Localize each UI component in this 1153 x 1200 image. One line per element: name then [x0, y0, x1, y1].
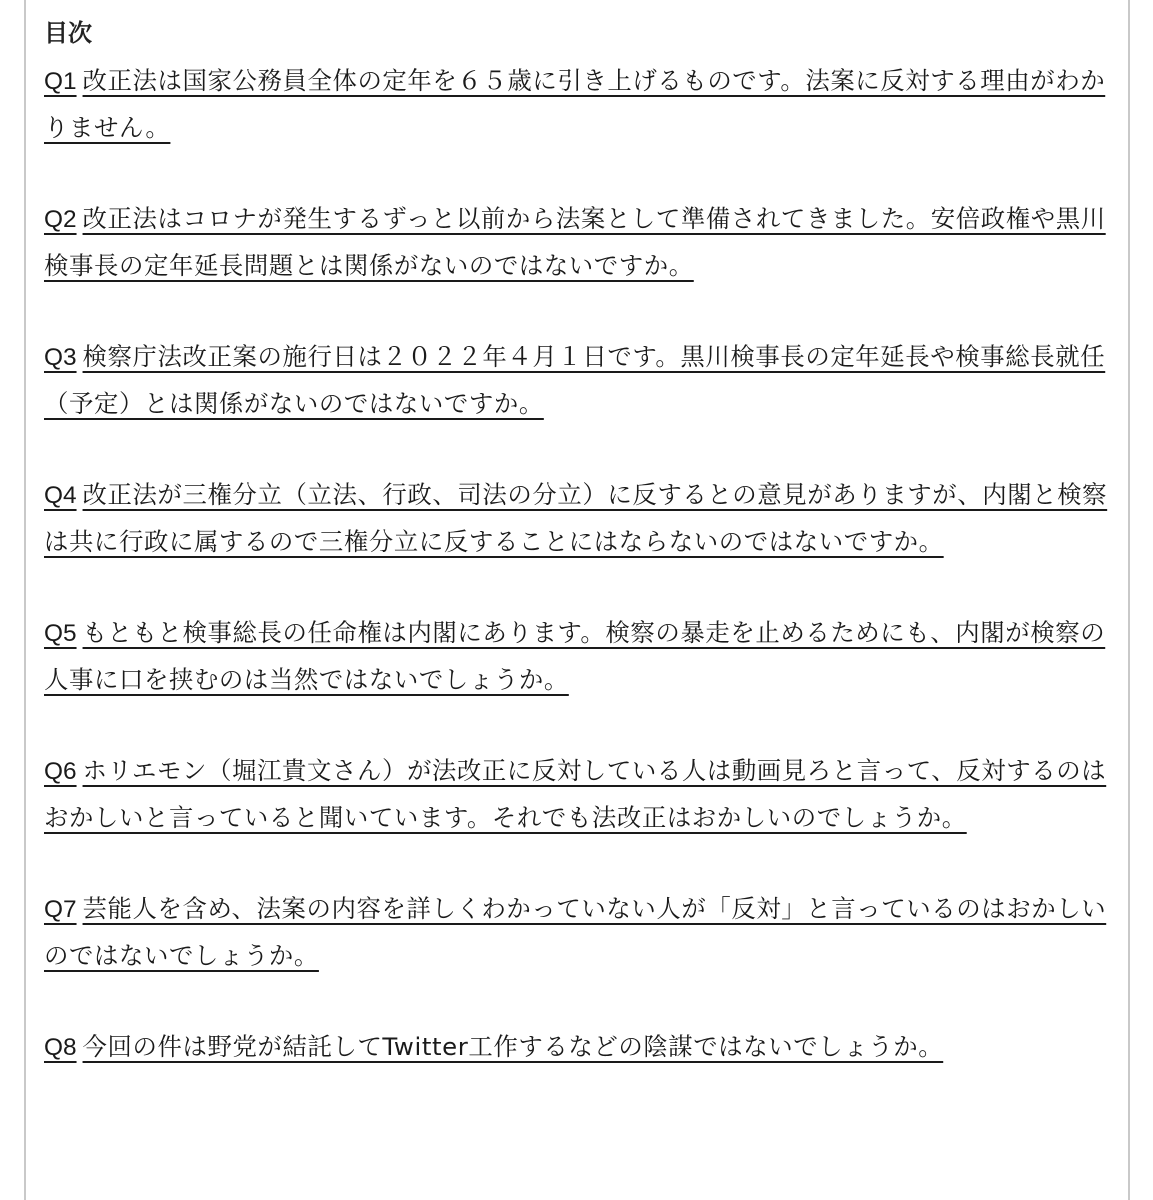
toc-link-q1[interactable]: [44, 66, 1105, 142]
question-number: Q3: [44, 344, 77, 371]
toc-item-q1: [44, 58, 1114, 151]
question-text: 改正法はコロナが発生するずっと以前から法案として準備されてきました。安倍政権や黒川検事長の定年延長問題とは関係がないのではないですか。: [44, 204, 1106, 280]
question-number: Q7: [44, 896, 77, 923]
toc-link-q8[interactable]: [44, 1032, 943, 1061]
toc-item-q4: [44, 472, 1114, 565]
toc-link-q6[interactable]: [44, 756, 1106, 832]
question-number: Q6: [44, 758, 77, 785]
question-text: 芸能人を含め、法案の内容を詳しくわかっていない人が「反対」と言っているのはおかしいのではないでしょうか。: [44, 894, 1107, 970]
question-number: Q1: [44, 68, 77, 95]
question-text: 改正法が三権分立（立法、行政、司法の分立）に反するとの意見がありますが、内閣と検察は共に行政に属するので三権分立に反することにはならないのではないですか。: [44, 480, 1108, 556]
toc-item-q2: [44, 196, 1114, 289]
question-text: もともと検事総長の任命権は内閣にあります。検察の暴走を止めるためにも、内閣が検察の人事に口を挟むのは当然ではないでしょうか。: [44, 618, 1106, 694]
toc-item-q5: [44, 610, 1114, 703]
question-number: Q8: [44, 1034, 77, 1061]
toc-list: [44, 58, 1114, 1116]
toc-item-q3: [44, 334, 1114, 427]
question-text: ホリエモン（堀江貴文さん）が法改正に反対している人は動画見ろと言って、反対するのはおかしいと言っていると聞いています。それでも法改正はおかしいのでしょうか。: [44, 756, 1107, 832]
question-text: 改正法は国家公務員全体の定年を６５歳に引き上げるものです。法案に反対する理由がわかりません。: [44, 66, 1106, 142]
question-number: Q4: [44, 482, 77, 509]
question-text: 検察庁法改正案の施行日は２０２２年４月１日です。黒川検事長の定年延長や検事総長就任（予定）とは関係がないのではないですか。: [44, 342, 1106, 418]
question-number: Q2: [44, 206, 77, 233]
toc-link-q3[interactable]: [44, 342, 1105, 418]
question-number: Q5: [44, 620, 77, 647]
toc-link-q5[interactable]: [44, 618, 1105, 694]
toc-title: 目次: [44, 19, 92, 47]
toc-item-q8: [44, 1024, 1114, 1071]
question-text: 今回の件は野党が結託してTwitter工作するなどの陰謀ではないでしょうか。: [82, 1032, 944, 1061]
toc-link-q2[interactable]: [44, 204, 1106, 280]
toc-item-q6: [44, 748, 1114, 841]
toc-link-q4[interactable]: [44, 480, 1107, 556]
toc-link-q7[interactable]: [44, 894, 1106, 970]
toc-item-q7: [44, 886, 1114, 979]
